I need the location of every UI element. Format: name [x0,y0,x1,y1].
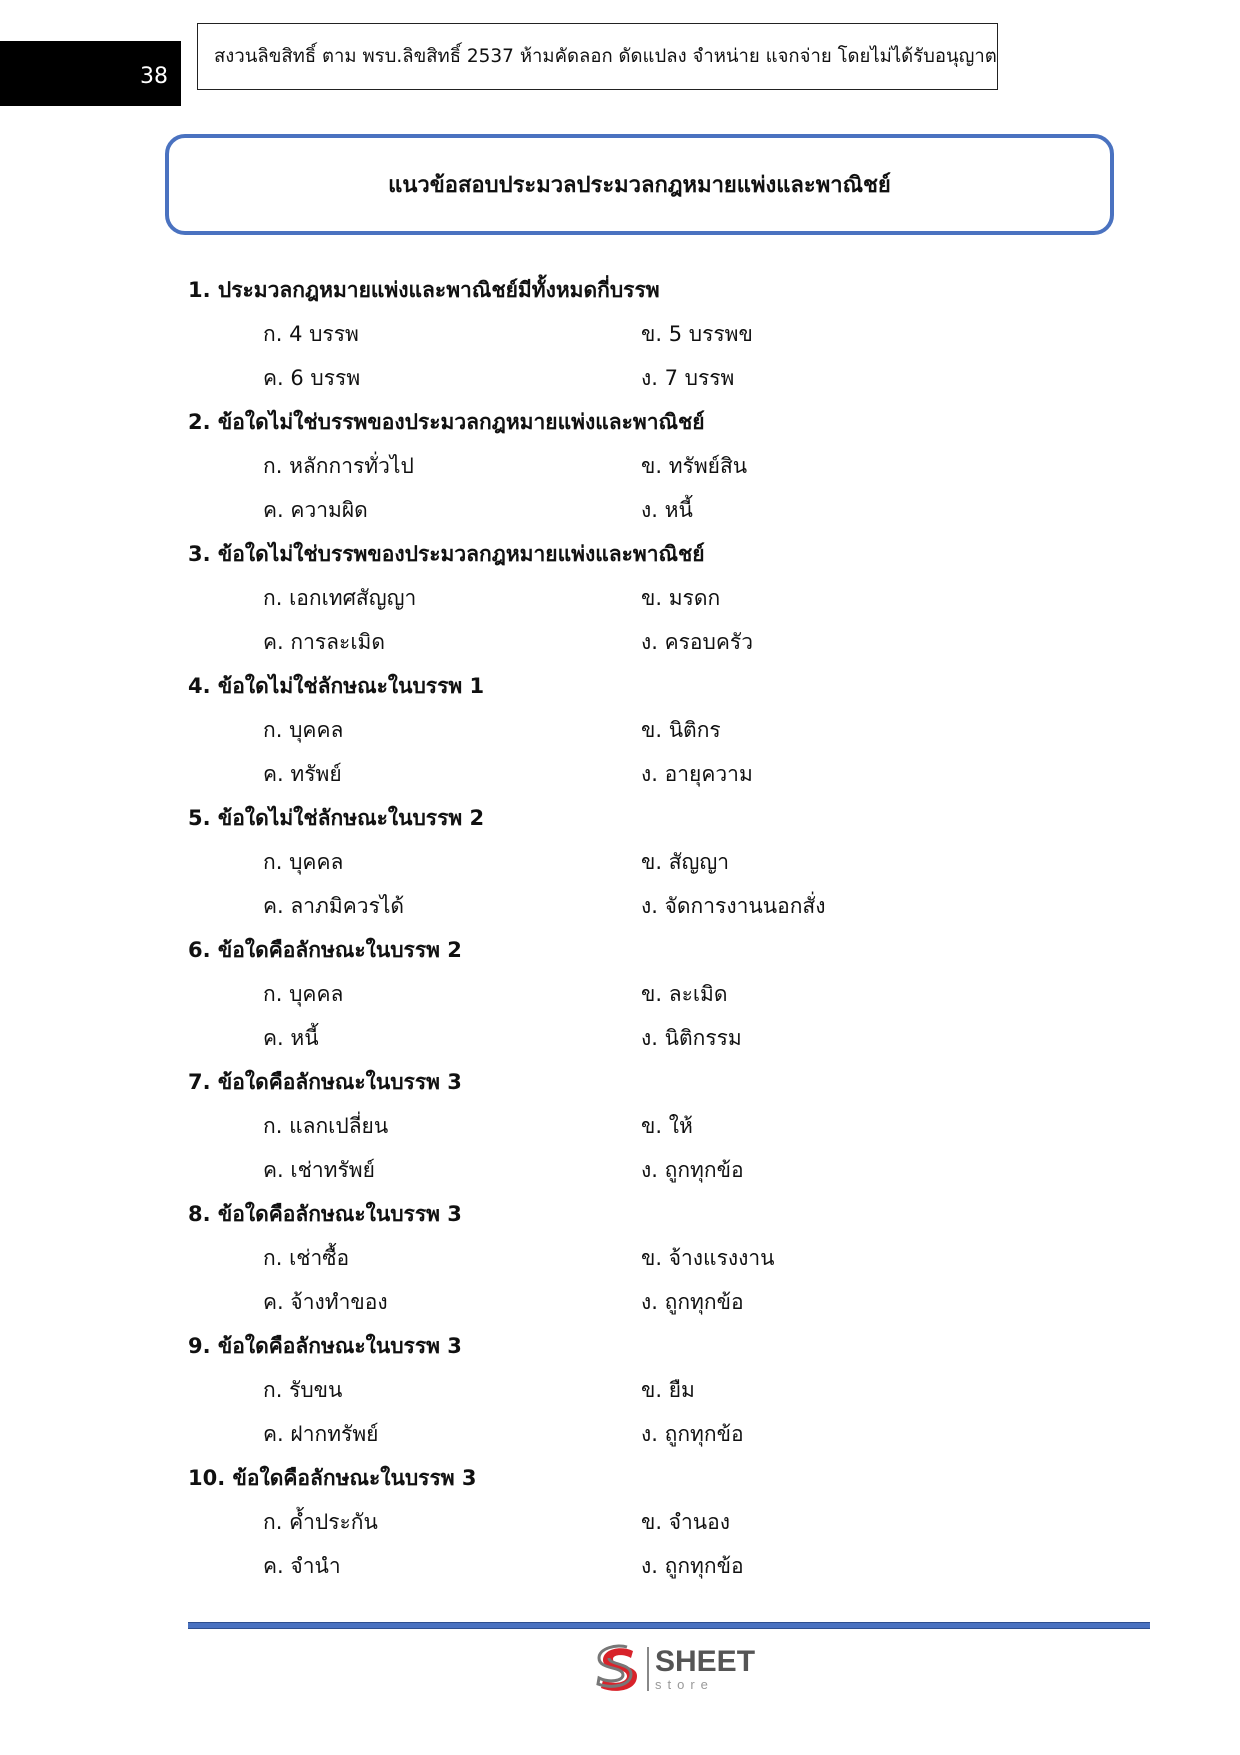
option-row [188,752,1088,796]
answer-option: ก. หลักการทั่วไป [263,454,414,478]
option-row [188,1368,1088,1412]
answer-option: ง. ถูกทุกข้อ [641,1290,744,1314]
option-row [188,1280,1088,1324]
page-title: แนวข้อสอบประมวลประมวลกฎหมายแพ่งและพาณิชย์ [388,173,891,198]
answer-option: ข. ทรัพย์สิน [641,454,748,478]
answer-option: ก. เอกเทศสัญญา [263,586,417,610]
sheet-logo-icon [595,1643,643,1695]
question-list [188,268,1088,1588]
bottom-divider [188,1622,1150,1629]
answer-option: ก. แลกเปลี่ยน [263,1114,389,1138]
option-row [188,884,1088,928]
answer-option: ก. ค้ำประกัน [263,1510,378,1534]
option-row [188,840,1088,884]
answer-option: ค. การละเมิด [263,630,385,654]
answer-option: ง. ถูกทุกข้อ [641,1158,744,1182]
answer-option: ข. 5 บรรพข [641,322,753,346]
answer-option: ง. 7 บรรพ [641,366,735,390]
option-row [188,444,1088,488]
answer-option: ก. บุคคล [263,850,344,874]
answer-option: ง. ครอบครัว [641,630,753,654]
option-row [188,972,1088,1016]
logo-separator [647,1647,649,1691]
option-row [188,488,1088,532]
answer-option: ข. นิติกร [641,718,721,742]
question-text: 5. ข้อใดไม่ใช่ลักษณะในบรรพ 2 [188,806,485,830]
option-row [188,1016,1088,1060]
answer-option: ข. จำนอง [641,1510,731,1534]
answer-option: ค. ลาภมิควรได้ [263,894,405,918]
sheet-store-logo [595,1643,755,1695]
option-row [188,620,1088,664]
answer-option: ง. ถูกทุกข้อ [641,1422,744,1446]
answer-option: ค. ทรัพย์ [263,762,342,786]
option-row [188,1544,1088,1588]
answer-option: ก. รับขน [263,1378,343,1402]
question-text: 8. ข้อใดคือลักษณะในบรรพ 3 [188,1202,462,1226]
question-text: 7. ข้อใดคือลักษณะในบรรพ 3 [188,1070,462,1094]
answer-option: ค. จำนำ [263,1554,341,1578]
option-row [188,1104,1088,1148]
question-text: 1. ประมวลกฎหมายแพ่งและพาณิชย์มีทั้งหมดกี่บรรพ [188,278,660,302]
question-text: 2. ข้อใดไม่ใช่บรรพของประมวลกฎหมายแพ่งและพาณิชย์ [188,410,705,434]
option-row [188,312,1088,356]
answer-option: ง. อายุความ [641,762,753,786]
answer-option: ง. จัดการงานนอกสั่ง [641,894,826,918]
page-number-box [0,41,181,106]
answer-option: ข. สัญญา [641,850,730,874]
logo-sub: store [655,1677,714,1692]
answer-option: ก. บุคคล [263,718,344,742]
answer-option: ง. ถูกทุกข้อ [641,1554,744,1578]
question-text: 6. ข้อใดคือลักษณะในบรรพ 2 [188,938,462,962]
logo-text [655,1647,755,1691]
page-number: 38 [140,64,168,89]
question-text: 10. ข้อใดคือลักษณะในบรรพ 3 [188,1466,477,1490]
answer-option: ข. มรดก [641,586,721,610]
answer-option: ข. จ้างแรงงาน [641,1246,775,1270]
copyright-text: สงวนลิขสิทธิ์ ตาม พรบ.ลิขสิทธิ์ 2537 ห้ามคัดลอก ดัดแปลง จำหน่าย แจกจ่าย โดยไม่ได้รับอนุญาต [214,46,997,67]
answer-option: ค. ฝากทรัพย์ [263,1422,379,1446]
answer-option: ง. นิติกรรม [641,1026,742,1050]
logo-word: SHEET [655,1645,756,1678]
answer-option: ค. หนี้ [263,1026,319,1050]
option-row [188,1236,1088,1280]
question-text: 9. ข้อใดคือลักษณะในบรรพ 3 [188,1334,462,1358]
answer-option: ข. ให้ [641,1114,693,1138]
answer-option: ค. เช่าทรัพย์ [263,1158,375,1182]
option-row [188,356,1088,400]
answer-option: ค. 6 บรรพ [263,366,361,390]
option-row [188,1500,1088,1544]
option-row [188,708,1088,752]
answer-option: ข. ยืม [641,1378,695,1402]
answer-option: ก. 4 บรรพ [263,322,359,346]
answer-option: ค. ความผิด [263,498,368,522]
answer-option: ก. บุคคล [263,982,344,1006]
copyright-notice [197,23,998,90]
answer-option: ก. เช่าซื้อ [263,1246,350,1270]
answer-option: ง. หนี้ [641,498,693,522]
option-row [188,1148,1088,1192]
title-box [165,134,1114,235]
answer-option: ข. ละเมิด [641,982,728,1006]
question-text: 3. ข้อใดไม่ใช่บรรพของประมวลกฎหมายแพ่งและพาณิชย์ [188,542,705,566]
option-row [188,576,1088,620]
question-text: 4. ข้อใดไม่ใช่ลักษณะในบรรพ 1 [188,674,485,698]
option-row [188,1412,1088,1456]
answer-option: ค. จ้างทำของ [263,1290,388,1314]
